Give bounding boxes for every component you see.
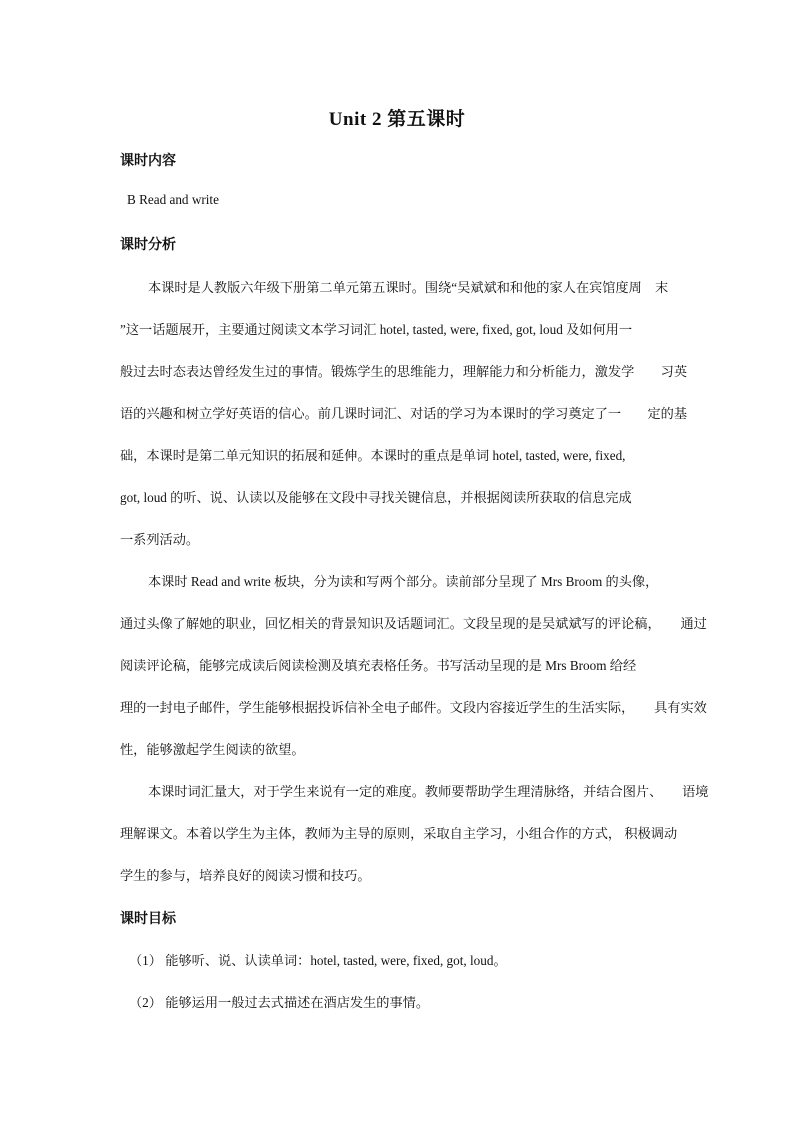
- analysis-line: got, loud 的听、说、认读以及能够在文段中寻找关键信息，并根据阅读所获取的信息完成: [120, 490, 632, 505]
- analysis-line: 本课时是人教版六年级下册第二单元第五课时。围绕“吴斌斌和和他的家人在宾馆度周 末: [148, 280, 669, 295]
- analysis-line: 般过去时态表达曾经发生过的事情。锻炼学生的思维能力，理解能力和分析能力，激发学 习英: [120, 364, 688, 379]
- analysis-line: 本课时词汇量大，对于学生来说有一定的难度。教师要帮助学生理清脉络，并结合图片、 语境: [148, 784, 709, 799]
- heading-lesson-content: 课时内容: [120, 154, 176, 169]
- analysis-line: 通过头像了解她的职业，回忆相关的背景知识及话题词汇。文段呈现的是吴斌斌写的评论稿， 通过: [120, 616, 707, 631]
- analysis-line: 语的兴趣和树立学好英语的信心。前几课时词汇、对话的学习为本课时的学习奠定了一 定的基: [120, 406, 688, 421]
- page-title: Unit 2 第五课时: [328, 109, 466, 130]
- analysis-line: 阅读评论稿，能够完成读后阅读检测及填充表格任务。书写活动呈现的是 Mrs Broom 给经: [120, 658, 637, 673]
- analysis-line: 学生的参与，培养良好的阅读习惯和技巧。: [120, 868, 371, 883]
- analysis-line: ”这一话题展开，主要通过阅读文本学习词汇 hotel, tasted, were, fixed, got, loud 及如何用一: [120, 322, 633, 337]
- heading-lesson-analysis: 课时分析: [120, 238, 176, 253]
- analysis-line: 理的一封电子邮件，学生能够根据投诉信补全电子邮件。文段内容接近学生的生活实际， 具有实效: [120, 700, 707, 715]
- analysis-line: 本课时 Read and write 板块，分为读和写两个部分。读前部分呈现了 Mrs Broom 的头像，: [148, 574, 659, 589]
- objective-item: （2） 能够运用一般过去式描述在酒店发生的事情。: [129, 995, 430, 1010]
- analysis-line: 理解课文。本着以学生为主体，教师为主导的原则，采取自主学习，小组合作的方式， 积极调动: [120, 826, 678, 841]
- analysis-line: 性，能够激起学生阅读的欲望。: [120, 742, 305, 757]
- heading-lesson-objectives: 课时目标: [120, 912, 176, 927]
- analysis-line: 础，本课时是第二单元知识的拓展和延伸。本课时的重点是单词 hotel, tasted, were, fixed,: [120, 448, 626, 463]
- lesson-content-text: B Read and write: [127, 192, 219, 207]
- analysis-line: 一系列活动。: [120, 532, 200, 547]
- objective-item: （1） 能够听、说、认读单词：hotel, tasted, were, fixed, got, loud。: [129, 953, 507, 968]
